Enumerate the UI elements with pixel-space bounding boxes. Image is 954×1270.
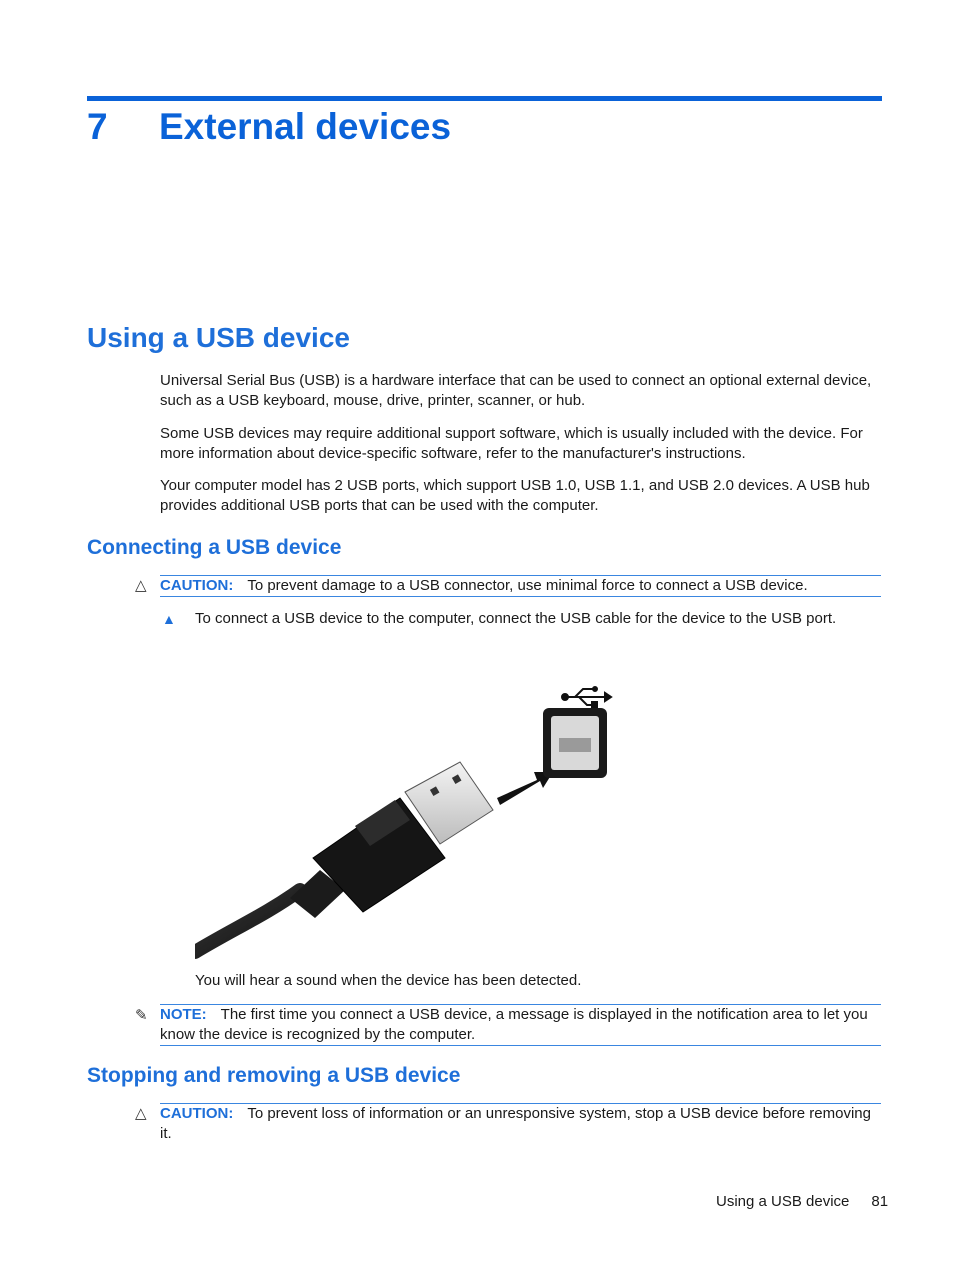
chapter-title: [87, 106, 451, 148]
usb-trident-icon: [562, 687, 611, 707]
caution-label: CAUTION:: [160, 577, 234, 594]
note-callout: [160, 1004, 881, 1046]
step-item: [160, 609, 860, 629]
usb-cable: [195, 890, 300, 952]
paragraph-2: Some USB devices may require additional support software, which is usually included with the device. For more information about device-specific software, refer to the manufacturer's instructions.: [160, 425, 863, 462]
usb-port-tongue: [559, 738, 591, 752]
page-footer: [716, 1193, 888, 1210]
paragraph-3: Your computer model has 2 USB ports, which support USB 1.0, USB 1.1, and USB 2.0 devices. A USB hub provides additional USB ports that can be used with the computer.: [160, 477, 870, 514]
caution-text: To prevent loss of information or an unresponsive system, stop a USB device before removing it.: [160, 1105, 871, 1142]
paragraph-1: Universal Serial Bus (USB) is a hardware interface that can be used to connect an optional external device, such as a USB keyboard, mouse, drive, printer, scanner, or hub.: [160, 372, 872, 409]
footer-section: Using a USB device: [716, 1193, 850, 1210]
page-number: 81: [871, 1193, 889, 1210]
note-icon: ✎: [135, 1007, 148, 1024]
caution-text: To prevent damage to a USB connector, use minimal force to connect a USB device.: [247, 577, 808, 594]
caution-label: CAUTION:: [160, 1105, 234, 1122]
insert-arrow: [497, 772, 553, 805]
subsection-title-connecting: Connecting a USB device: [87, 536, 342, 559]
subsection-title-stopping: Stopping and removing a USB device: [87, 1064, 461, 1087]
chapter-title-text: External devices: [159, 106, 452, 147]
chapter-number: 7: [87, 106, 108, 147]
caution-callout: [160, 575, 881, 597]
caution-icon: △: [135, 1105, 147, 1122]
section-title: Using a USB device: [87, 322, 350, 353]
chapter-rule: [87, 96, 882, 101]
note-label: NOTE:: [160, 1006, 207, 1023]
note-text: The first time you connect a USB device, a message is displayed in the notification area to let you know the device is recognized by the computer.: [160, 1006, 868, 1043]
caution-callout-stopping: [160, 1103, 881, 1144]
caution-icon: △: [135, 577, 147, 594]
detection-text: You will hear a sound when the device has been detected.: [195, 972, 582, 989]
step-bullet-icon: ▲: [162, 611, 176, 627]
step-text: To connect a USB device to the computer, connect the USB cable for the device to the USB port.: [195, 610, 837, 627]
usb-connector-illustration: [195, 680, 625, 960]
